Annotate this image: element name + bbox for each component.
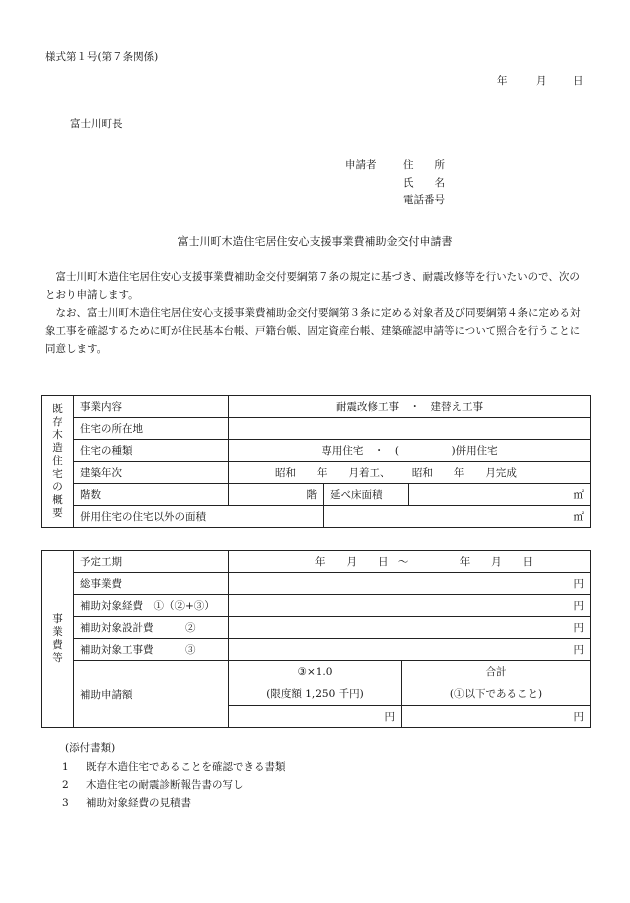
built-end: 昭和 年 月完成: [411, 467, 517, 479]
floor-area-label: 延べ床面積: [324, 484, 409, 506]
existing-house-table: [41, 395, 591, 528]
sum-cell: [402, 661, 591, 706]
sum-amount-unit: 円: [402, 706, 591, 728]
attachment-text: 木造住宅の耐震診断報告書の写し: [86, 779, 244, 791]
construction-cost-label: 補助対象工事費 ③: [74, 639, 229, 661]
floor-area-unit: ㎡: [409, 484, 591, 506]
eligible-cost-unit: 円: [229, 595, 591, 617]
formula: ③×1.0: [297, 666, 333, 678]
attachments-title: (添付書類): [65, 742, 116, 754]
construction-cost-unit: 円: [229, 639, 591, 661]
total-cost-label: 総事業費: [74, 573, 229, 595]
applicant-label: 申請者: [345, 159, 377, 171]
attachment-item: [62, 760, 286, 774]
attachment-text: 補助対象経費の見積書: [86, 797, 192, 809]
built-start: 昭和 年 月着工、: [275, 467, 391, 479]
schedule-start: 年 月 日: [315, 556, 389, 568]
other-area-label: 併用住宅の住宅以外の面積: [74, 506, 324, 528]
attachment-number: 3: [62, 797, 69, 809]
limit-note: (限度額 1,250 千円): [266, 688, 364, 700]
eligible-cost-label: 補助対象経費 ①（②+③）: [74, 595, 229, 617]
date-month-label: 月: [536, 75, 547, 87]
work-content-value: 耐震改修工事 ・ 建替え工事: [229, 396, 591, 418]
applicant-address-label: 住 所: [403, 159, 445, 171]
house-address-field[interactable]: [229, 418, 591, 440]
schedule-value: [229, 551, 591, 573]
body-paragraph-2: なお、富士川町木造住宅居住安心支援事業費補助金交付要綱第３条に定める対象者及び同要綱第４条に定める対象工事を確認するために町が住民基本台帳、戸籍台帳、固定資産台帳、建築確認申請等について照合を行うことに同意します。: [45, 307, 581, 355]
attachment-number: 1: [62, 761, 69, 773]
floors-label: 階数: [74, 484, 229, 506]
attachment-item: [62, 796, 191, 810]
project-cost-table: [41, 550, 591, 728]
attachment-text: 既存木造住宅であることを確認できる書類: [86, 761, 286, 773]
work-content-label: 事業内容: [74, 396, 229, 418]
floors-unit: 階: [229, 484, 324, 506]
total-cost-unit: 円: [229, 573, 591, 595]
request-amount-label: 補助申請額: [74, 661, 229, 728]
project-cost-side-label: 事業費等: [42, 551, 74, 728]
schedule-label: 予定工期: [74, 551, 229, 573]
attachment-number: 2: [62, 779, 69, 791]
form-label: 様式第１号(第７条関係): [45, 51, 159, 63]
request-amount-unit: 円: [229, 706, 402, 728]
design-cost-label: 補助対象設計費 ②: [74, 617, 229, 639]
house-type-label: 住宅の種類: [74, 440, 229, 462]
schedule-end: 年 月 日: [459, 556, 534, 568]
house-address-label: 住宅の所在地: [74, 418, 229, 440]
applicant-phone-label: 電話番号: [403, 194, 445, 206]
page-title: 富士川町木造住宅居住安心支援事業費補助金交付申請書: [177, 235, 453, 248]
built-year-value: [229, 462, 591, 484]
sum-label: 合計: [485, 666, 507, 678]
other-area-unit: ㎡: [324, 506, 591, 528]
formula-cell: [229, 661, 402, 706]
attachment-item: [62, 778, 244, 792]
existing-house-side-label: 既存木造住宅の概要: [42, 396, 74, 528]
sum-note: (①以下であること): [449, 688, 543, 700]
addressee: 富士川町長: [70, 118, 123, 130]
body-paragraph-1: 富士川町木造住宅居住安心支援事業費補助金交付要綱第７条の規定に基づき、耐震改修等を行いたいので、次のとおり申請します。: [45, 271, 580, 301]
applicant-name-label: 氏 名: [403, 177, 445, 189]
schedule-tilde: ～: [397, 556, 409, 568]
date-day-label: 日: [573, 75, 584, 87]
built-year-label: 建築年次: [74, 462, 229, 484]
house-type-value: 専用住宅 ・ ( )併用住宅: [229, 440, 591, 462]
date-year-label: 年: [497, 75, 508, 87]
design-cost-unit: 円: [229, 617, 591, 639]
